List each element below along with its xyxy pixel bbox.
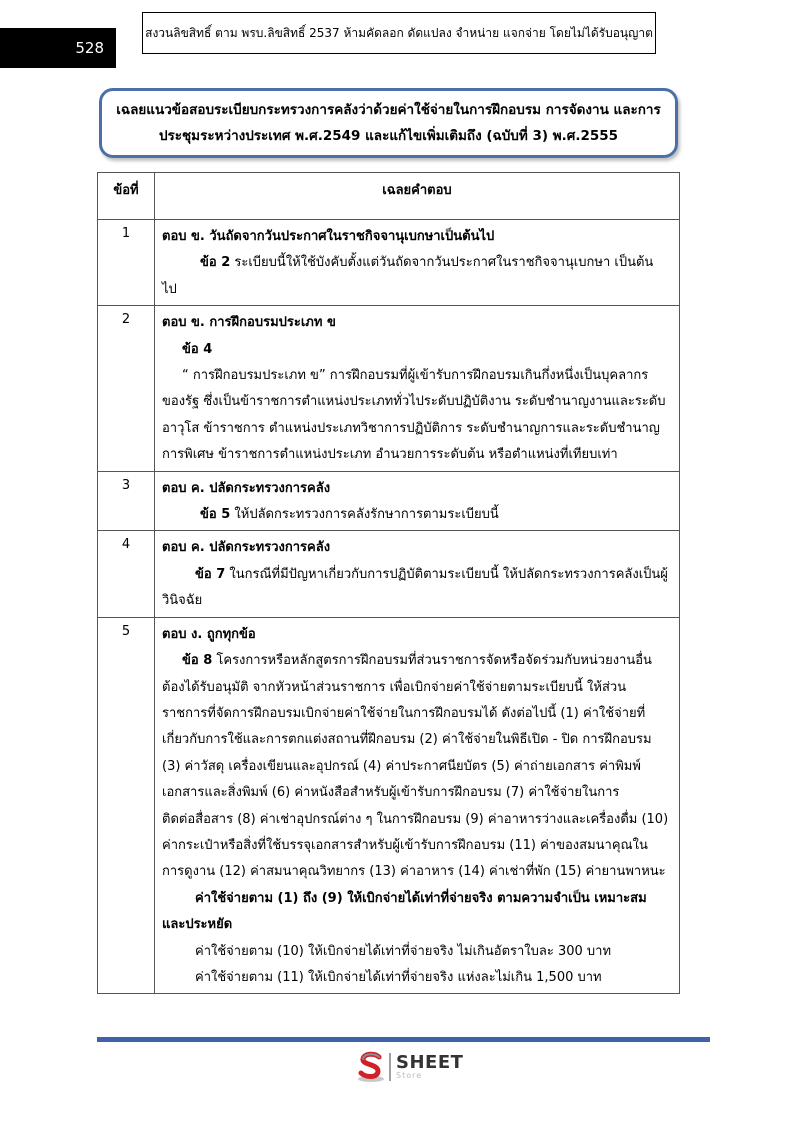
explanation-line: ของรัฐ ซึ่งเป็นข้าราชการตำแหน่งประเภททั่วไประดับปฏิบัติงาน ระดับชำนาญงานและระดับ: [162, 394, 666, 410]
logo-separator: [389, 1053, 391, 1081]
explanation-line: การดูงาน (12) ค่าสมนาคุณวิทยากร (13) ค่าอาหาร (14) ค่าเช่าที่พัก (15) ค่ายานพาหนะ: [162, 864, 666, 880]
explanation-line: [162, 250, 673, 276]
clause-text: ให้ปลัดกระทรวงการคลังรักษาการตามระเบียบนี้: [230, 507, 499, 523]
explanation-line: วินิจฉัย: [162, 593, 203, 609]
row-answer-cell: [155, 306, 680, 471]
sheet-store-logo: [356, 1050, 463, 1084]
answer-headline: ตอบ ค. ปลัดกระทรวงการคลัง: [162, 480, 331, 496]
explanation-line: [162, 502, 673, 528]
explanation-line: ค่าใช้จ่ายตาม (11) ให้เบิกจ่ายได้เท่าที่จ่ายจริง แห่งละไม่เกิน 1,500 บาท: [195, 969, 602, 985]
explanation-line: [162, 562, 673, 588]
s-logo-icon: [356, 1051, 386, 1083]
table-row: [98, 471, 680, 531]
page-number-box: [0, 28, 116, 68]
column-header-answer: เฉลยคำตอบ: [155, 173, 680, 220]
explanation-line: ค่าใช้จ่ายตาม (1) ถึง (9) ให้เบิกจ่ายได้เท่าที่จ่ายจริง ตามความจำเป็น เหมาะสม: [195, 890, 647, 906]
table-header-row: [98, 173, 680, 220]
clause-text: ในกรณีที่มีปัญหาเกี่ยวกับการปฏิบัติตามระเบียบนี้ ให้ปลัดกระทรวงการคลังเป็นผู้: [225, 566, 668, 582]
page-number: 528: [75, 39, 104, 57]
row-number: 4: [98, 531, 155, 617]
answer-headline: ตอบ ข. วันถัดจากวันประกาศในราชกิจจานุเบกษาเป็นต้นไป: [162, 229, 495, 244]
clause-ref: ข้อ 2: [200, 255, 231, 271]
explanation-line: ไป: [162, 281, 177, 297]
row-number: 5: [98, 617, 155, 994]
table-row: [98, 306, 680, 471]
explanation-line: ติดต่อสื่อสาร (8) ค่าเช่าอุปกรณ์ต่าง ๆ ในการฝึกอบรม (9) ค่าอาหารว่างและเครื่องดื่ม (10): [162, 811, 669, 827]
logo-subtext: Store: [396, 1071, 423, 1080]
explanation-line: [162, 648, 673, 674]
explanation-line: การพิเศษ ข้าราชการตำแหน่งประเภท อำนวยการระดับต้น หรือตำแหน่งที่เทียบเท่า: [162, 447, 618, 463]
row-answer-cell: [155, 471, 680, 531]
clause-ref: ข้อ 4: [182, 341, 213, 357]
copyright-notice: สงวนลิขสิทธิ์ ตาม พรบ.ลิขสิทธิ์ 2537 ห้ามคัดลอก ดัดแปลง จำหน่าย แจกจ่าย โดยไม่ได้รับอนุญาต: [142, 12, 656, 54]
clause-ref: ข้อ 7: [195, 566, 226, 582]
explanation-line: และประหยัด: [162, 917, 233, 933]
row-number: 2: [98, 306, 155, 471]
clause-ref: ข้อ 8: [182, 653, 213, 669]
row-answer-cell: [155, 220, 680, 306]
clause-ref: ข้อ 5: [200, 507, 231, 523]
explanation-line: อาวุโส ข้าราชการ ตำแหน่งประเภทวิชาการปฏิบัติการ ระดับชำนาญการและระดับชำนาญ: [162, 420, 660, 436]
table-row: [98, 531, 680, 617]
clause-text: ระเบียบนี้ให้ใช้บังคับตั้งแต่วันถัดจากวันประกาศในราชกิจจานุเบกษา เป็นต้น: [230, 255, 654, 271]
explanation-line: (3) ค่าวัสดุ เครื่องเขียนและอุปกรณ์ (4) ค่าประกาศนียบัตร (5) ค่าถ่ายเอกสาร ค่าพิมพ์: [162, 758, 641, 774]
answer-table: [97, 172, 680, 994]
answer-headline: ตอบ ค. ปลัดกระทรวงการคลัง: [162, 540, 331, 556]
column-header-number: ข้อที่: [98, 173, 155, 220]
document-title: [99, 88, 678, 158]
explanation-line: ค่าใช้จ่ายตาม (10) ให้เบิกจ่ายได้เท่าที่จ่ายจริง ไม่เกินอัตราใบละ 300 บาท: [195, 943, 612, 959]
logo-text: [396, 1054, 463, 1080]
title-line-2: ประชุมระหว่างประเทศ พ.ศ.2549 และแก้ไขเพิ่มเติมถึง (ฉบับที่ 3) พ.ศ.2555: [158, 128, 619, 144]
explanation-line: “ การฝึกอบรมประเภท ข” การฝึกอบรมที่ผู้เข้ารับการฝึกอบรมเกินกึ่งหนึ่งเป็นบุคลากร: [182, 368, 649, 384]
table-row: [98, 220, 680, 306]
explanation-line: ค่ากระเป๋าหรือสิ่งที่ใช้บรรจุเอกสารสำหรับผู้เข้ารับการฝึกอบรม (11) ค่าของสมนาคุณใน: [162, 837, 648, 853]
explanation-line: ต้องได้รับอนุมัติ จากหัวหน้าส่วนราชการ เพื่อเบิกจ่ายค่าใช้จ่ายตามระเบียบนี้ ให้ส่วน: [162, 679, 627, 695]
answer-headline: ตอบ ข. การฝึกอบรมประเภท ข: [162, 315, 336, 331]
row-answer-cell: [155, 531, 680, 617]
explanation-line: เอกสารและสิ่งพิมพ์ (6) ค่าหนังสือสำหรับผู้เข้ารับการฝึกอบรม (7) ค่าใช้จ่ายในการ: [162, 785, 620, 801]
explanation-line: [162, 337, 673, 363]
explanation-line: เกี่ยวกับการใช้และการตกแต่งสถานที่ฝึกอบรม (2) ค่าใช้จ่ายในพิธีเปิด - ปิด การฝึกอบรม: [162, 732, 652, 748]
row-answer-cell: [155, 617, 680, 994]
answer-headline: ตอบ ง. ถูกทุกข้อ: [162, 626, 256, 642]
row-number: 3: [98, 471, 155, 531]
table-row: [98, 617, 680, 994]
clause-text: โครงการหรือหลักสูตรการฝึกอบรมที่ส่วนราชการจัดหรือจัดร่วมกับหน่วยงานอื่น: [212, 653, 652, 669]
logo-word: SHEET: [396, 1052, 464, 1073]
footer-divider: [97, 1037, 710, 1042]
row-number: 1: [98, 220, 155, 306]
explanation-line: ราชการที่จัดการฝึกอบรมเบิกจ่ายค่าใช้จ่ายในการฝึกอบรมได้ ดังต่อไปนี้ (1) ค่าใช้จ่ายที่: [162, 705, 646, 721]
title-line-1: เฉลยแนวข้อสอบระเบียบกระทรวงการคลังว่าด้วยค่าใช้จ่ายในการฝึกอบรม การจัดงาน และการ: [116, 102, 661, 118]
